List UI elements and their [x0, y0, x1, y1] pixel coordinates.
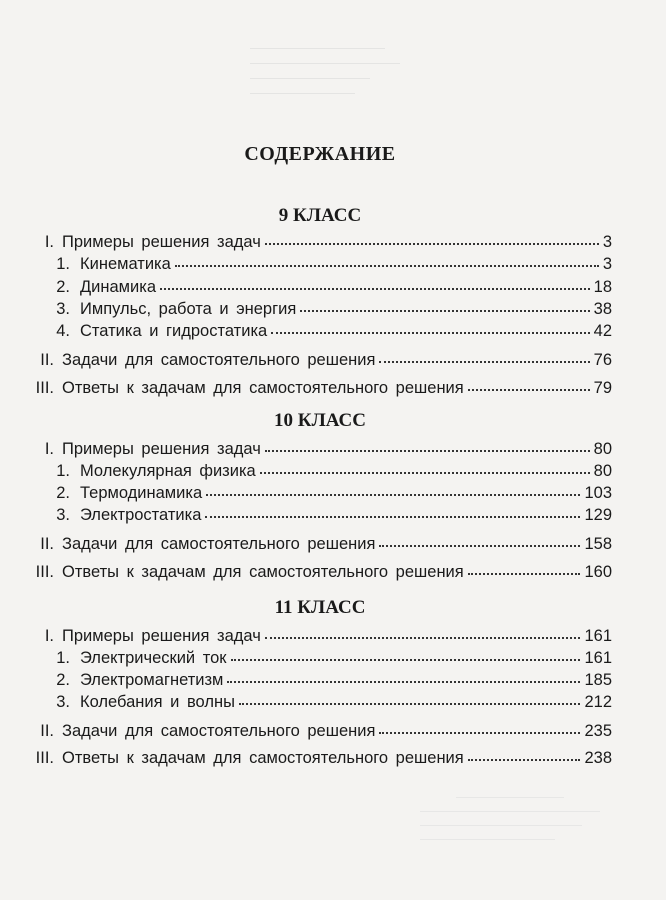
section-heading-11: 11 КЛАСС [274, 597, 366, 618]
dot-leader [205, 515, 580, 518]
entry-page: 161 [584, 627, 612, 645]
entry-page: 160 [584, 563, 612, 581]
dot-leader [206, 493, 580, 496]
toc-entry[interactable] [30, 722, 612, 746]
bleed-through-text [420, 790, 600, 850]
entry-title: Кинематика [80, 255, 171, 273]
entry-title: Примеры решения задач [62, 233, 261, 251]
entry-number: 1. [56, 255, 70, 273]
dot-leader [227, 680, 580, 683]
toc-subentry[interactable] [52, 506, 612, 530]
entry-page: 3 [602, 255, 612, 273]
entry-number: II. [40, 351, 54, 369]
entry-page: 76 [593, 351, 612, 369]
entry-title: Молекулярная физика [80, 462, 256, 480]
dot-leader [468, 388, 590, 391]
dot-leader [260, 471, 590, 474]
entry-title: Динамика [80, 278, 156, 296]
dot-leader [379, 731, 580, 734]
entry-title: Примеры решения задач [62, 440, 261, 458]
entry-title: Задачи для самостоятельного решения [62, 722, 376, 740]
entry-title: Электрический ток [80, 649, 227, 667]
entry-number: 1. [56, 649, 70, 667]
toc-entry[interactable] [30, 379, 612, 403]
entry-title: Статика и гидростатика [80, 322, 268, 340]
entry-page: 238 [584, 749, 612, 767]
entry-title: Термодинамика [80, 484, 203, 502]
entry-title: Ответы к задачам для самостоятельного решения [62, 749, 464, 767]
toc-subentry[interactable] [52, 322, 612, 346]
entry-number: 3. [56, 506, 70, 524]
toc-subentry[interactable] [52, 255, 612, 279]
entry-title: Ответы к задачам для самостоятельного решения [62, 563, 464, 581]
toc-subentry[interactable] [52, 300, 612, 324]
entry-title: Импульс, работа и энергия [80, 300, 297, 318]
entry-page: 3 [602, 233, 612, 251]
dot-leader [175, 264, 599, 267]
bleed-through-text [250, 40, 400, 110]
entry-page: 161 [584, 649, 612, 667]
toc-subentry[interactable] [52, 278, 612, 302]
entry-title: Колебания и волны [80, 693, 235, 711]
entry-page: 18 [593, 278, 612, 296]
toc-entry[interactable] [30, 440, 612, 464]
dot-leader [300, 309, 589, 312]
toc-subentry[interactable] [52, 484, 612, 508]
entry-page: 185 [584, 671, 612, 689]
entry-title: Электростатика [80, 506, 202, 524]
toc-entry[interactable] [30, 535, 612, 559]
dot-leader [379, 360, 589, 363]
dot-leader [468, 758, 581, 761]
entry-number: 1. [56, 462, 70, 480]
toc-entry[interactable] [30, 749, 612, 773]
entry-number: 2. [56, 278, 70, 296]
toc-subentry[interactable] [52, 462, 612, 486]
dot-leader [379, 544, 580, 547]
entry-page: 42 [593, 322, 612, 340]
entry-title: Примеры решения задач [62, 627, 261, 645]
entry-number: II. [40, 722, 54, 740]
entry-page: 38 [593, 300, 612, 318]
dot-leader [239, 702, 581, 705]
entry-number: I. [44, 440, 54, 458]
toc-entry[interactable] [30, 233, 612, 257]
entry-page: 80 [593, 440, 612, 458]
toc-subentry[interactable] [52, 649, 612, 673]
entry-page: 103 [584, 484, 612, 502]
toc-entry[interactable] [30, 627, 612, 651]
entry-page: 129 [584, 506, 612, 524]
dot-leader [271, 331, 589, 334]
entry-number: III. [35, 749, 54, 767]
entry-title: Задачи для самостоятельного решения [62, 535, 376, 553]
entry-page: 235 [584, 722, 612, 740]
entry-number: II. [40, 535, 54, 553]
entry-title: Электромагнетизм [80, 671, 224, 689]
toc-entry[interactable] [30, 563, 612, 587]
entry-number: 4. [56, 322, 70, 340]
entry-page: 212 [584, 693, 612, 711]
toc-subentry[interactable] [52, 693, 612, 717]
entry-title: Задачи для самостоятельного решения [62, 351, 376, 369]
dot-leader [160, 287, 590, 290]
dot-leader [468, 572, 581, 575]
entry-number: 3. [56, 300, 70, 318]
section-heading-10: 10 КЛАСС [274, 410, 366, 431]
toc-entry[interactable] [30, 351, 612, 375]
entry-number: 2. [56, 484, 70, 502]
entry-number: III. [35, 563, 54, 581]
entry-number: 2. [56, 671, 70, 689]
section-heading-9: 9 КЛАСС [278, 205, 362, 226]
dot-leader [265, 636, 581, 639]
entry-number: I. [44, 233, 54, 251]
entry-title: Ответы к задачам для самостоятельного решения [62, 379, 464, 397]
toc-subentry[interactable] [52, 671, 612, 695]
entry-page: 79 [593, 379, 612, 397]
entry-number: 3. [56, 693, 70, 711]
entry-page: 158 [584, 535, 612, 553]
dot-leader [265, 449, 590, 452]
entry-number: I. [44, 627, 54, 645]
entry-number: III. [35, 379, 54, 397]
entry-page: 80 [593, 462, 612, 480]
dot-leader [231, 658, 581, 661]
dot-leader [265, 242, 599, 245]
page-title: СОДЕРЖАНИЕ [244, 143, 396, 165]
